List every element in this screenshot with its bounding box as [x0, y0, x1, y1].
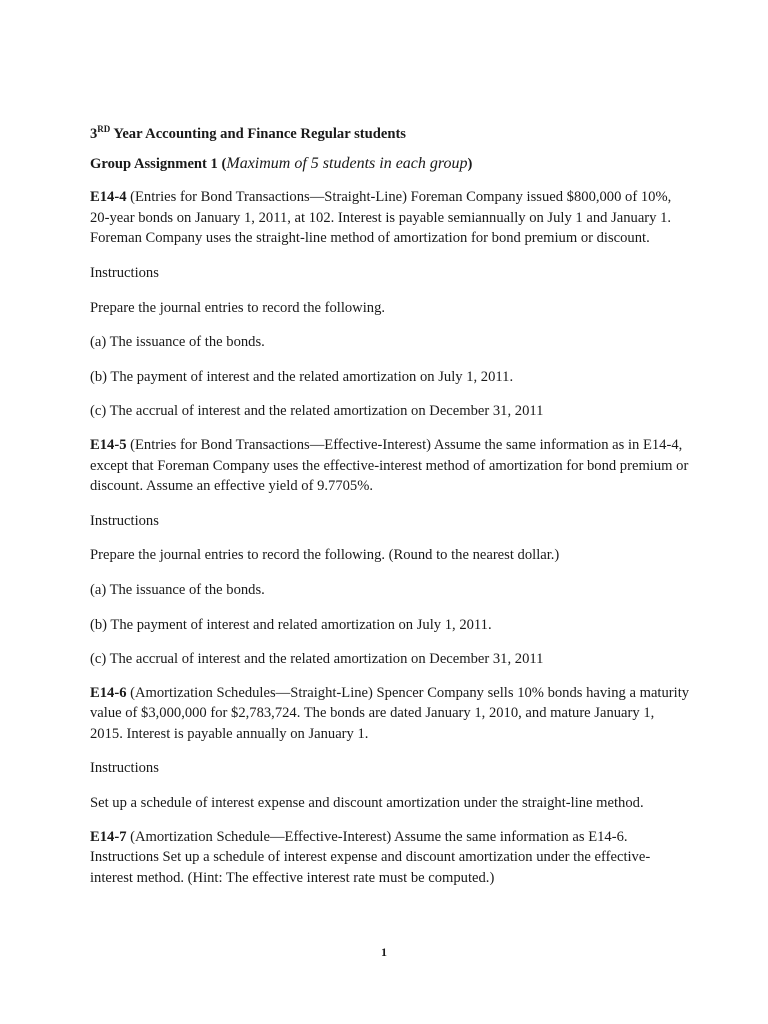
exercise-text: (Entries for Bond Transactions—Effective-Interest) Assume the same information as in E14-4, except that Foreman Company uses the effective-interest method of amortization for bond premium or discount. Assume an effective yield of 9.7705%.	[90, 436, 689, 495]
group-heading-note: Maximum of 5 students in each group	[226, 154, 468, 172]
instructions-label: Instructions	[90, 760, 159, 777]
document-page	[90, 124, 690, 888]
instruction-item-b: (b) The payment of interest and related amortization on July 1, 2011.	[90, 616, 492, 633]
instructions-prompt: Prepare the journal entries to record the following.	[90, 299, 386, 316]
exercise-code: E14-6	[90, 684, 127, 701]
instruction-item-b: (b) The payment of interest and the related amortization on July 1, 2011.	[90, 368, 514, 385]
exercise-e14-4	[90, 187, 690, 249]
exercise-code: E14-7	[90, 828, 127, 845]
exercise-code: E14-4	[90, 189, 127, 206]
instructions-prompt: Set up a schedule of interest expense and discount amortization under the straight-line method.	[90, 795, 644, 812]
exercise-text: (Amortization Schedules—Straight-Line) Spencer Company sells 10% bonds having a maturity value of $3,000,000 for $2,783,724. The bonds are dated January 1, 2010, and mature January 1, 2015. Interest is payable annually on January 1.	[90, 684, 690, 742]
instruction-item-c: (c) The accrual of interest and the related amortization on December 31, 2011	[90, 403, 544, 420]
title-superscript: RD	[97, 124, 111, 134]
exercise-e14-5	[90, 435, 690, 497]
instructions-prompt: Prepare the journal entries to record the following. (Round to the nearest dollar.)	[90, 547, 560, 564]
title-rest: Year Accounting and Finance Regular students	[110, 126, 406, 142]
exercise-text: (Amortization Schedule—Effective-Interest) Assume the same information as E14-6. Instructions Set up a schedule of interest expense and discount amortization under the effective-interest method. (Hint: The effective interest rate must be computed.)	[90, 828, 651, 886]
instruction-item-a: (a) The issuance of the bonds.	[90, 334, 265, 351]
group-heading-lead: Group Assignment 1 (	[90, 155, 227, 172]
instruction-item-c: (c) The accrual of interest and the related amortization on December 31, 2011	[90, 651, 544, 668]
exercise-e14-6	[90, 683, 690, 745]
instructions-label: Instructions	[90, 264, 159, 281]
exercise-text: (Entries for Bond Transactions—Straight-Line) Foreman Company issued $800,000 of 10%, 20-year bonds on January 1, 2011, at 102. Interest is payable semiannually on July 1 and January 1. Foreman Company uses the straight-line method of amortization for bond premium or discount.	[90, 189, 672, 247]
instruction-item-a: (a) The issuance of the bonds.	[90, 581, 265, 598]
group-assignment-heading	[90, 154, 690, 175]
instructions-label: Instructions	[90, 512, 159, 529]
title-prefix: 3	[90, 126, 98, 142]
document-title	[90, 124, 690, 145]
group-heading-close: )	[467, 155, 473, 172]
exercise-code: E14-5	[90, 436, 127, 453]
exercise-e14-7	[90, 827, 690, 889]
page-number: 1	[381, 945, 387, 959]
